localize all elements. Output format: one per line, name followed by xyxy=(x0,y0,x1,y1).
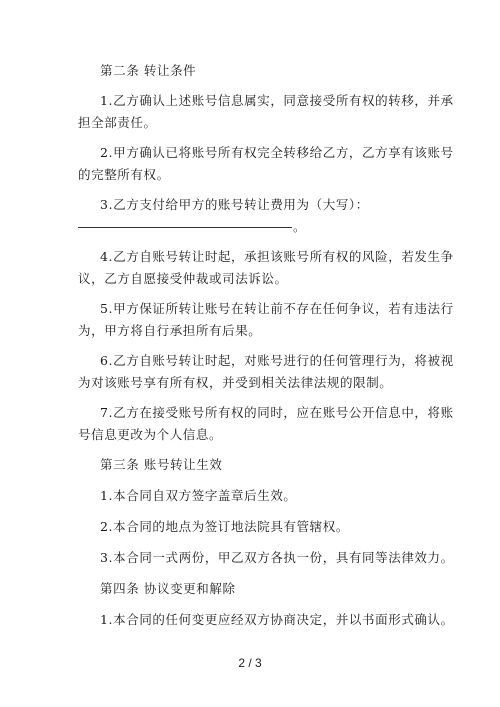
blank-end-punctuation: 。 xyxy=(293,219,306,234)
paragraph-line: 3.乙方支付给甲方的账号转让费用为（大写）： xyxy=(100,197,369,212)
heading-article-4: 第四条 协议变更和解除 xyxy=(100,581,236,596)
paragraph-line: 7.乙方在接受账号所有权的同时，应在账号公开信息中，将账 xyxy=(100,405,454,420)
paragraph-line: 6.乙方自账号转让时起，对账号进行的任何管理行为，将被视 xyxy=(100,353,454,368)
heading-article-2: 第二条 转让条件 xyxy=(100,63,197,78)
paragraph-line: 1.本合同的任何变更应经双方协商决定，并以书面形式确认。 xyxy=(100,612,454,627)
paragraph-line: 4.乙方自账号转让时起，承担该账号所有权的风险，若发生争 xyxy=(100,249,454,264)
paragraph-line: 的完整所有权。 xyxy=(78,167,170,182)
page-number: 2 / 3 xyxy=(238,656,262,670)
paragraph-line: 3.本合同一式两份，甲乙双方各执一份，具有同等法律效力。 xyxy=(100,550,454,565)
paragraph-line: 1.本合同自双方签字盖章后生效。 xyxy=(100,488,297,503)
paragraph-line: 1.乙方确认上述账号信息属实，同意接受所有权的转移，并承 xyxy=(100,93,454,108)
paragraph-line: 2.本合同的地点为签订地法院具有管辖权。 xyxy=(100,519,349,534)
paragraph-line: 号信息更改为个人信息。 xyxy=(78,427,223,442)
paragraph-line: 5.甲方保证所转让账号在转让前不存在任何争议，若有违法行 xyxy=(100,301,454,316)
fill-in-blank-line xyxy=(78,227,292,228)
paragraph-line: 议，乙方自愿接受仲裁或司法诉讼。 xyxy=(78,271,288,286)
paragraph-line: 为对该账号享有所有权，并受到相关法律法规的限制。 xyxy=(78,375,393,390)
paragraph-line: 担全部责任。 xyxy=(78,115,157,130)
paragraph-line: 为，甲方将自行承担所有后果。 xyxy=(78,323,262,338)
heading-article-3: 第三条 账号转让生效 xyxy=(100,457,223,472)
paragraph-line: 2.甲方确认已将账号所有权完全转移给乙方，乙方享有该账号 xyxy=(100,145,454,160)
